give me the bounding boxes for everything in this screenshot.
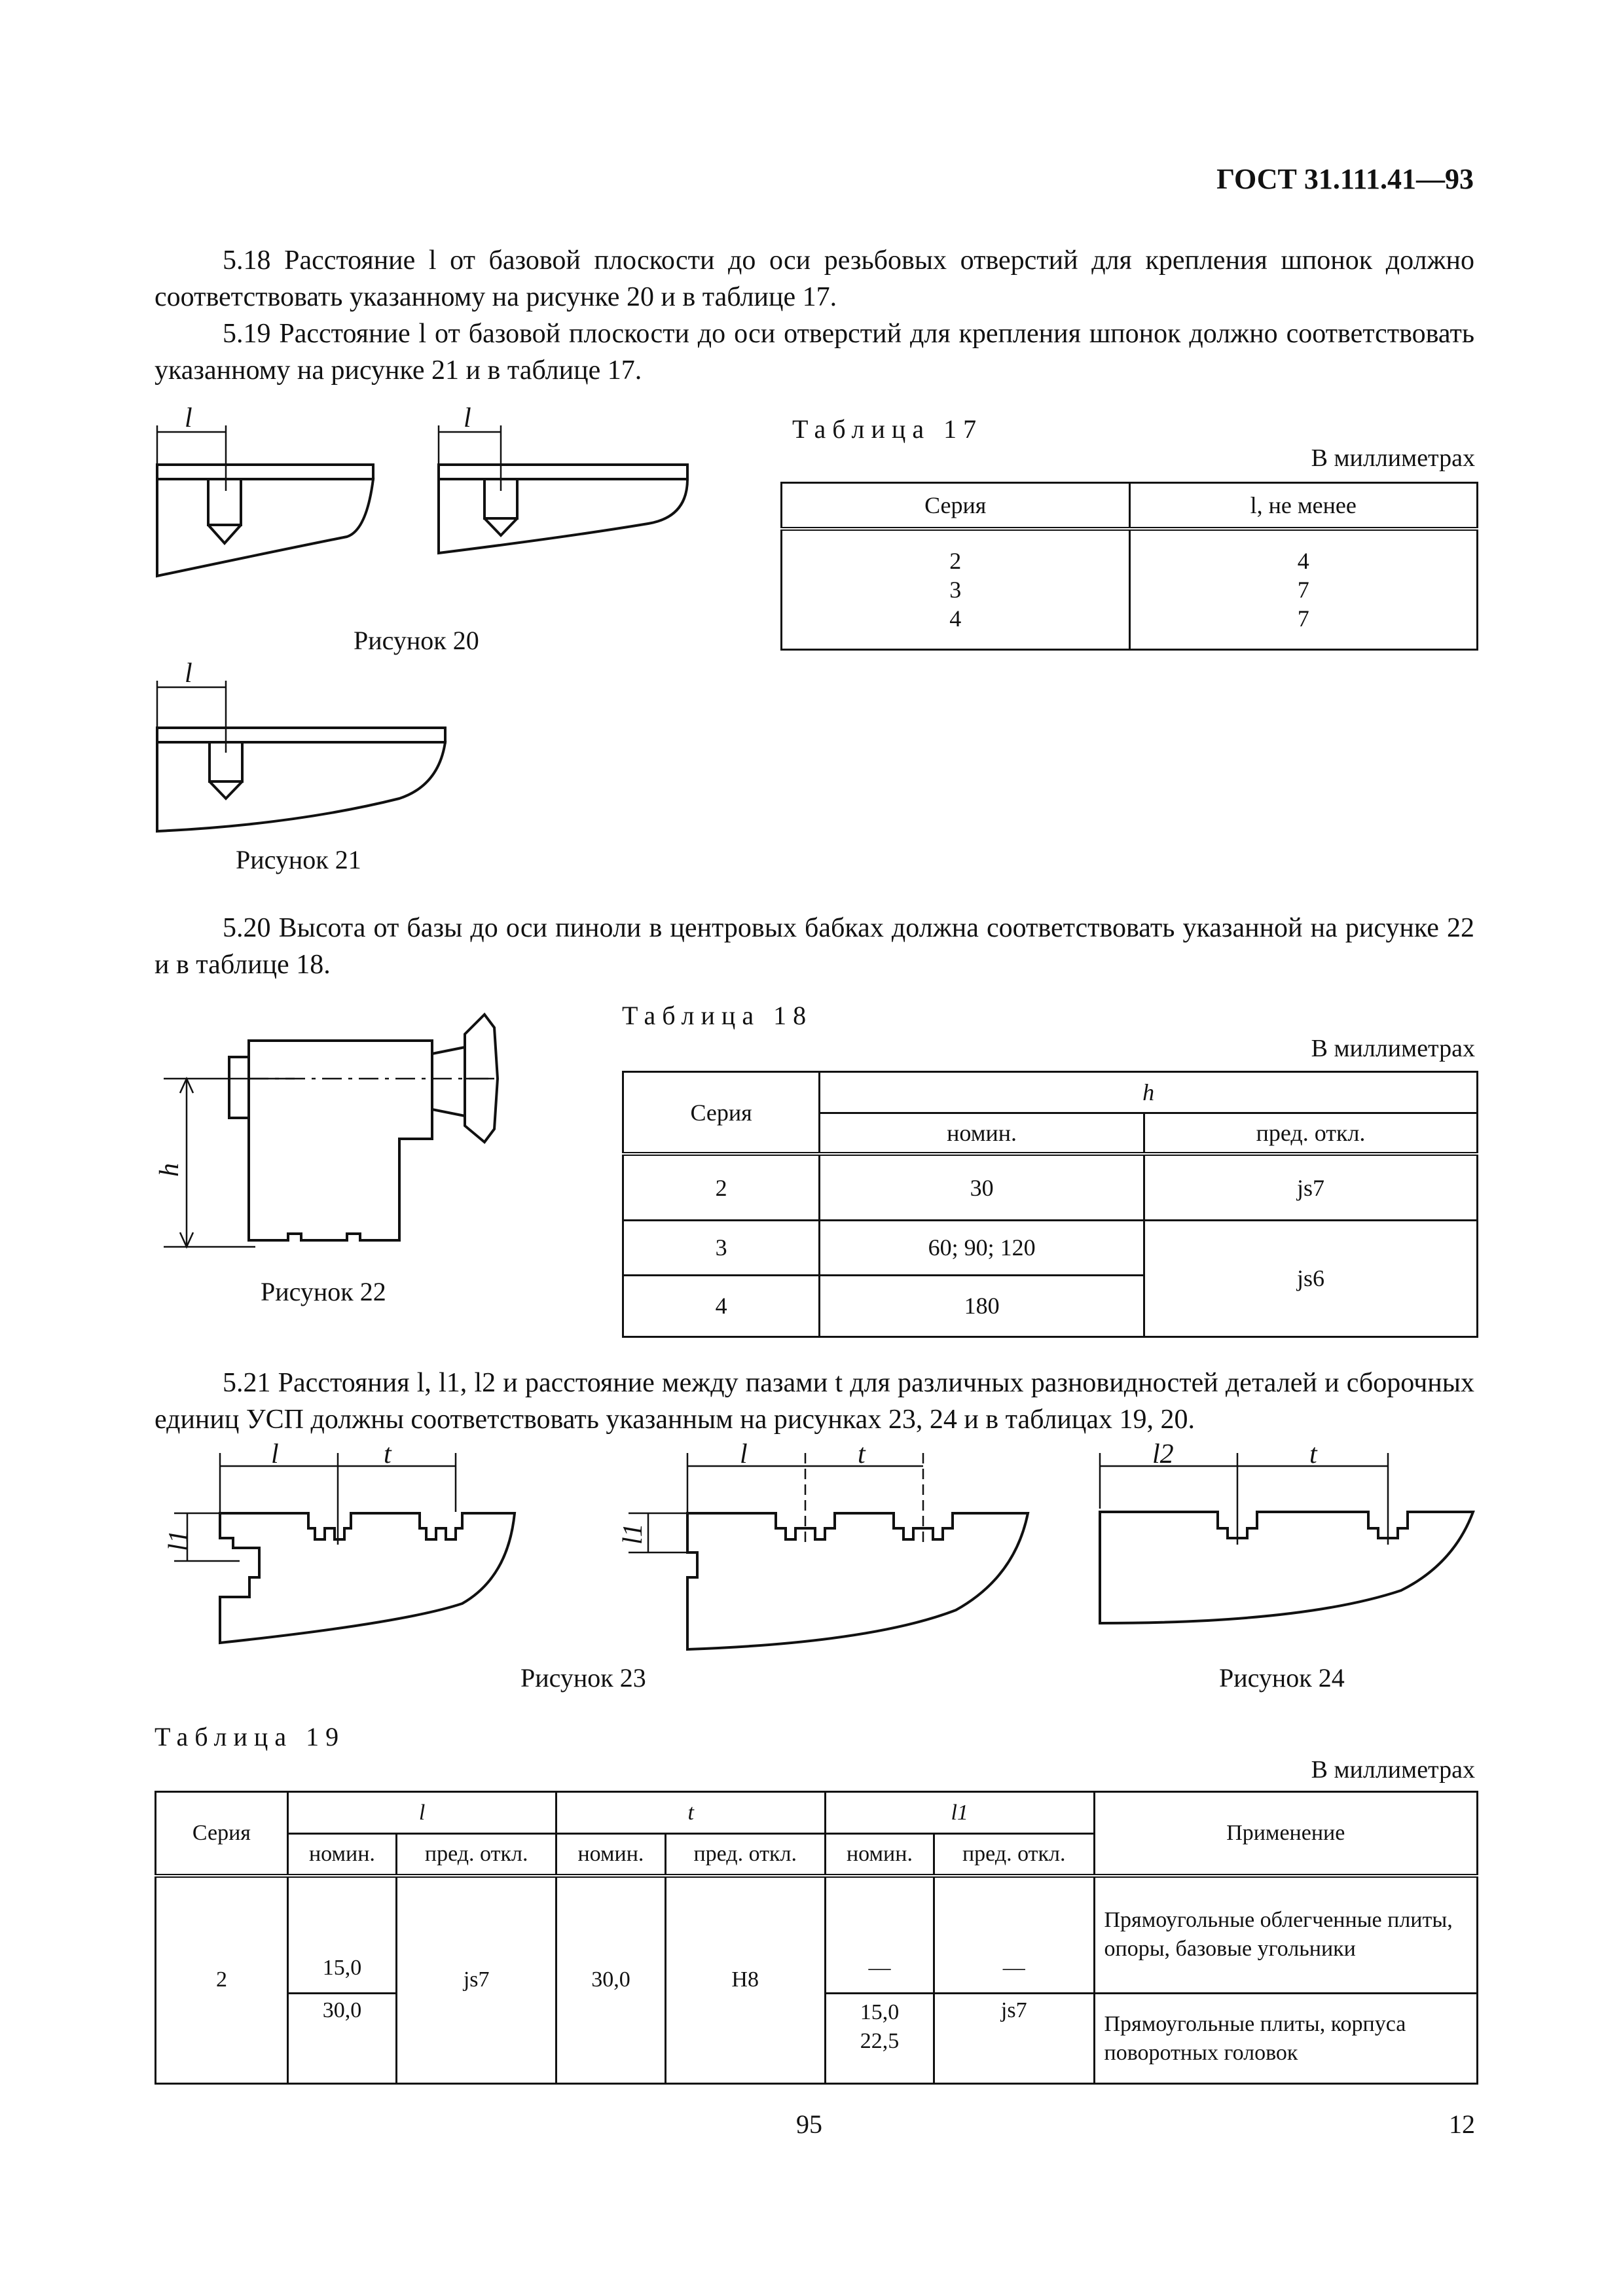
fig20-dim-l-right: l [464,403,471,433]
t19-header-series: Серия [156,1792,288,1876]
t17-values-cell: 4 7 7 [1129,529,1478,650]
t19-header-l: l [287,1792,556,1834]
t19-l-nom: 30,0 [287,1994,396,2084]
t19-sub: пред. откл. [396,1834,556,1876]
fig22-dim-h: h [155,1163,185,1177]
figure-24-caption: Рисунок 24 [1219,1663,1345,1693]
t18-row-series: 3 [623,1220,820,1275]
t19-sub: пред. откл. [934,1834,1094,1876]
t18-row-nom: 30 [820,1154,1144,1220]
t19-l1-dev: js7 [934,1994,1094,2084]
figure-20-caption: Рисунок 20 [354,626,479,655]
t18-row-series: 2 [623,1154,820,1220]
t17-series-cell: 2 3 4 [782,529,1130,650]
t19-t-dev: H8 [665,1876,825,2084]
t19-l-dev: js7 [396,1876,556,2084]
fig23-label-t: t [384,1439,392,1469]
fig23-label-l: l [271,1439,279,1469]
paragraph-5-20: 5.20 Высота от базы до оси пиноли в центровых бабках должна соответствовать указанной на рисунке 22 и в таблице 18. [155,913,1474,980]
t19-l1-nom: 15,0 22,5 [825,1994,934,2084]
table-19-caption: Таблица 19 [155,1722,346,1751]
figure-22-drawing [151,1001,530,1270]
page-number-center: 95 [796,2109,822,2139]
fig23-label-l1: l1 [164,1530,194,1551]
t19-header-app: Применение [1094,1792,1478,1876]
t19-application: Прямоугольные облегченные плиты, опоры, базовые угольники [1094,1876,1478,1994]
document-id: ГОСТ 31.111.41—93 [1216,163,1474,195]
figure-23-drawing-left [155,1439,521,1656]
figure-24-drawing [1087,1439,1480,1643]
figure-21-drawing [151,658,452,851]
figure-20-drawing [151,403,701,596]
t19-t-nom: 30,0 [556,1876,665,2084]
table-18 [622,1071,1478,1338]
fig20-dim-l-left: l [185,403,192,433]
fig24-label-l2: l2 [1152,1439,1174,1469]
t19-header-t: t [556,1792,826,1834]
t17-header-l: l, не менее [1129,483,1478,529]
t17-header-series: Серия [782,483,1130,529]
figure-23-caption: Рисунок 23 [520,1663,646,1693]
t18-sub-nom: номин. [820,1113,1144,1154]
table-17-caption: Таблица 17 [792,414,983,444]
t18-row-nom: 180 [820,1275,1144,1336]
fig21-dim-l: l [185,658,192,689]
t19-l-nom: 15,0 [287,1876,396,1994]
figure-23-drawing-right [589,1439,1034,1656]
table-17 [780,482,1478,651]
figure-22-caption: Рисунок 22 [261,1277,386,1306]
table-18-caption: Таблица 18 [622,1001,813,1030]
t18-row-dev: js7 [1144,1154,1478,1220]
t19-l1-dev: — [934,1876,1094,1994]
figure-21-caption: Рисунок 21 [236,845,361,874]
paragraph-5-19: 5.19 Расстояние l от базовой плоскости до оси отверстий для крепления шпонок должно соответствовать указанному на рисунке 21 и в таблице 17. [155,319,1474,386]
paragraph-5-21: 5.21 Расстояния l, l1, l2 и расстояние между пазами t для различных разновидностей деталей и сборочных единиц УСП должны соответствовать указанным на рисунках 23, 24 и в таблицах 19, 20. [155,1368,1474,1435]
t19-sub: номин. [825,1834,934,1876]
fig23-right-label-t: t [858,1439,866,1469]
paragraph-5-18: 5.18 Расстояние l от базовой плоскости до оси резьбовых отверстий для крепления шпонок должно соответствовать указанному на рисунке 20 и в таблице 17. [155,245,1474,312]
paragraph-block-3 [155,1365,1474,1438]
fig24-label-t: t [1309,1439,1317,1469]
t18-row-nom: 60; 90; 120 [820,1220,1144,1275]
paragraph-block-2 [155,910,1474,983]
table-19 [155,1791,1478,2085]
t19-application: Прямоугольные плиты, корпуса поворотных головок [1094,1994,1478,2084]
t18-row-series: 4 [623,1275,820,1336]
t18-row-dev: js6 [1144,1220,1478,1336]
t19-sub: пред. откл. [665,1834,825,1876]
fig23-right-label-l1: l1 [618,1523,648,1545]
t19-series: 2 [156,1876,288,2084]
fig23-right-label-l: l [740,1439,748,1469]
t18-header-series: Серия [623,1072,820,1155]
table-18-unit: В миллиметрах [1311,1035,1475,1062]
t18-sub-dev: пред. откл. [1144,1113,1478,1154]
t19-l1-nom: — [825,1876,934,1994]
table-17-unit: В миллиметрах [1311,444,1475,472]
t19-sub: номин. [287,1834,396,1876]
table-19-unit: В миллиметрах [1311,1756,1475,1784]
paragraph-block-1 [155,242,1474,389]
t19-sub: номин. [556,1834,665,1876]
t18-header-h: h [820,1072,1478,1113]
page-number-right: 12 [1449,2109,1475,2139]
t19-header-l1: l1 [825,1792,1094,1834]
